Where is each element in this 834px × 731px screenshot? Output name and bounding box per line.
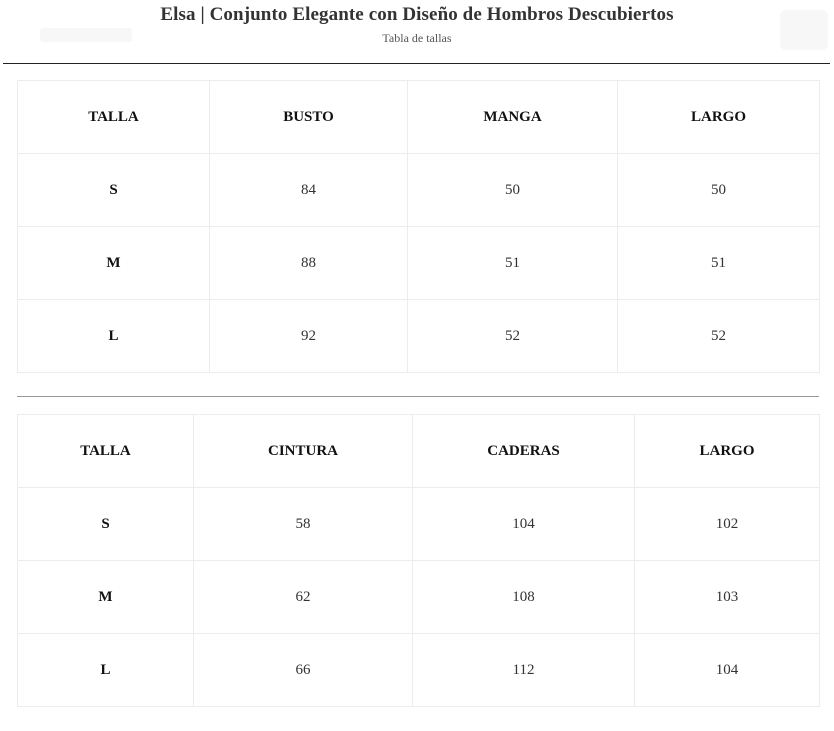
size-label: S bbox=[18, 488, 194, 561]
size-label: L bbox=[18, 300, 210, 373]
table-cell: 104 bbox=[635, 634, 820, 707]
header-divider bbox=[3, 63, 830, 64]
size-label: S bbox=[18, 154, 210, 227]
table-cell: 50 bbox=[408, 154, 618, 227]
page-title: Elsa | Conjunto Elegante con Diseño de Hombros Descubiertos bbox=[160, 4, 674, 25]
column-header-manga: MANGA bbox=[408, 81, 618, 154]
table-row bbox=[18, 488, 820, 561]
table-cell: 103 bbox=[635, 561, 820, 634]
table-cell: 58 bbox=[194, 488, 413, 561]
table-cell: 108 bbox=[413, 561, 635, 634]
table-cell: 50 bbox=[618, 154, 820, 227]
column-header-largo: LARGO bbox=[635, 415, 820, 488]
size-label: M bbox=[18, 227, 210, 300]
table-row bbox=[18, 561, 820, 634]
table-header-row bbox=[18, 81, 820, 154]
table-header-row bbox=[18, 415, 820, 488]
page-header bbox=[0, 0, 834, 64]
table-cell: 112 bbox=[413, 634, 635, 707]
size-table-bottom bbox=[17, 414, 820, 707]
size-label: L bbox=[18, 634, 194, 707]
table-cell: 88 bbox=[210, 227, 408, 300]
table-cell: 51 bbox=[618, 227, 820, 300]
table-row bbox=[18, 634, 820, 707]
table-cell: 102 bbox=[635, 488, 820, 561]
size-label: M bbox=[18, 561, 194, 634]
column-header-busto: BUSTO bbox=[210, 81, 408, 154]
table-cell: 84 bbox=[210, 154, 408, 227]
column-header-cintura: CINTURA bbox=[194, 415, 413, 488]
table-row bbox=[18, 227, 820, 300]
table-row bbox=[18, 300, 820, 373]
table-cell: 52 bbox=[618, 300, 820, 373]
table-cell: 104 bbox=[413, 488, 635, 561]
column-header-caderas: CADERAS bbox=[413, 415, 635, 488]
table-row bbox=[18, 154, 820, 227]
page-subtitle: Tabla de tallas bbox=[382, 31, 452, 45]
column-header-talla: TALLA bbox=[18, 81, 210, 154]
table-cell: 52 bbox=[408, 300, 618, 373]
size-table-top bbox=[17, 80, 820, 373]
column-header-talla: TALLA bbox=[18, 415, 194, 488]
table-cell: 66 bbox=[194, 634, 413, 707]
table-cell: 51 bbox=[408, 227, 618, 300]
table-divider bbox=[17, 396, 819, 397]
table-cell: 92 bbox=[210, 300, 408, 373]
table-cell: 62 bbox=[194, 561, 413, 634]
column-header-largo: LARGO bbox=[618, 81, 820, 154]
